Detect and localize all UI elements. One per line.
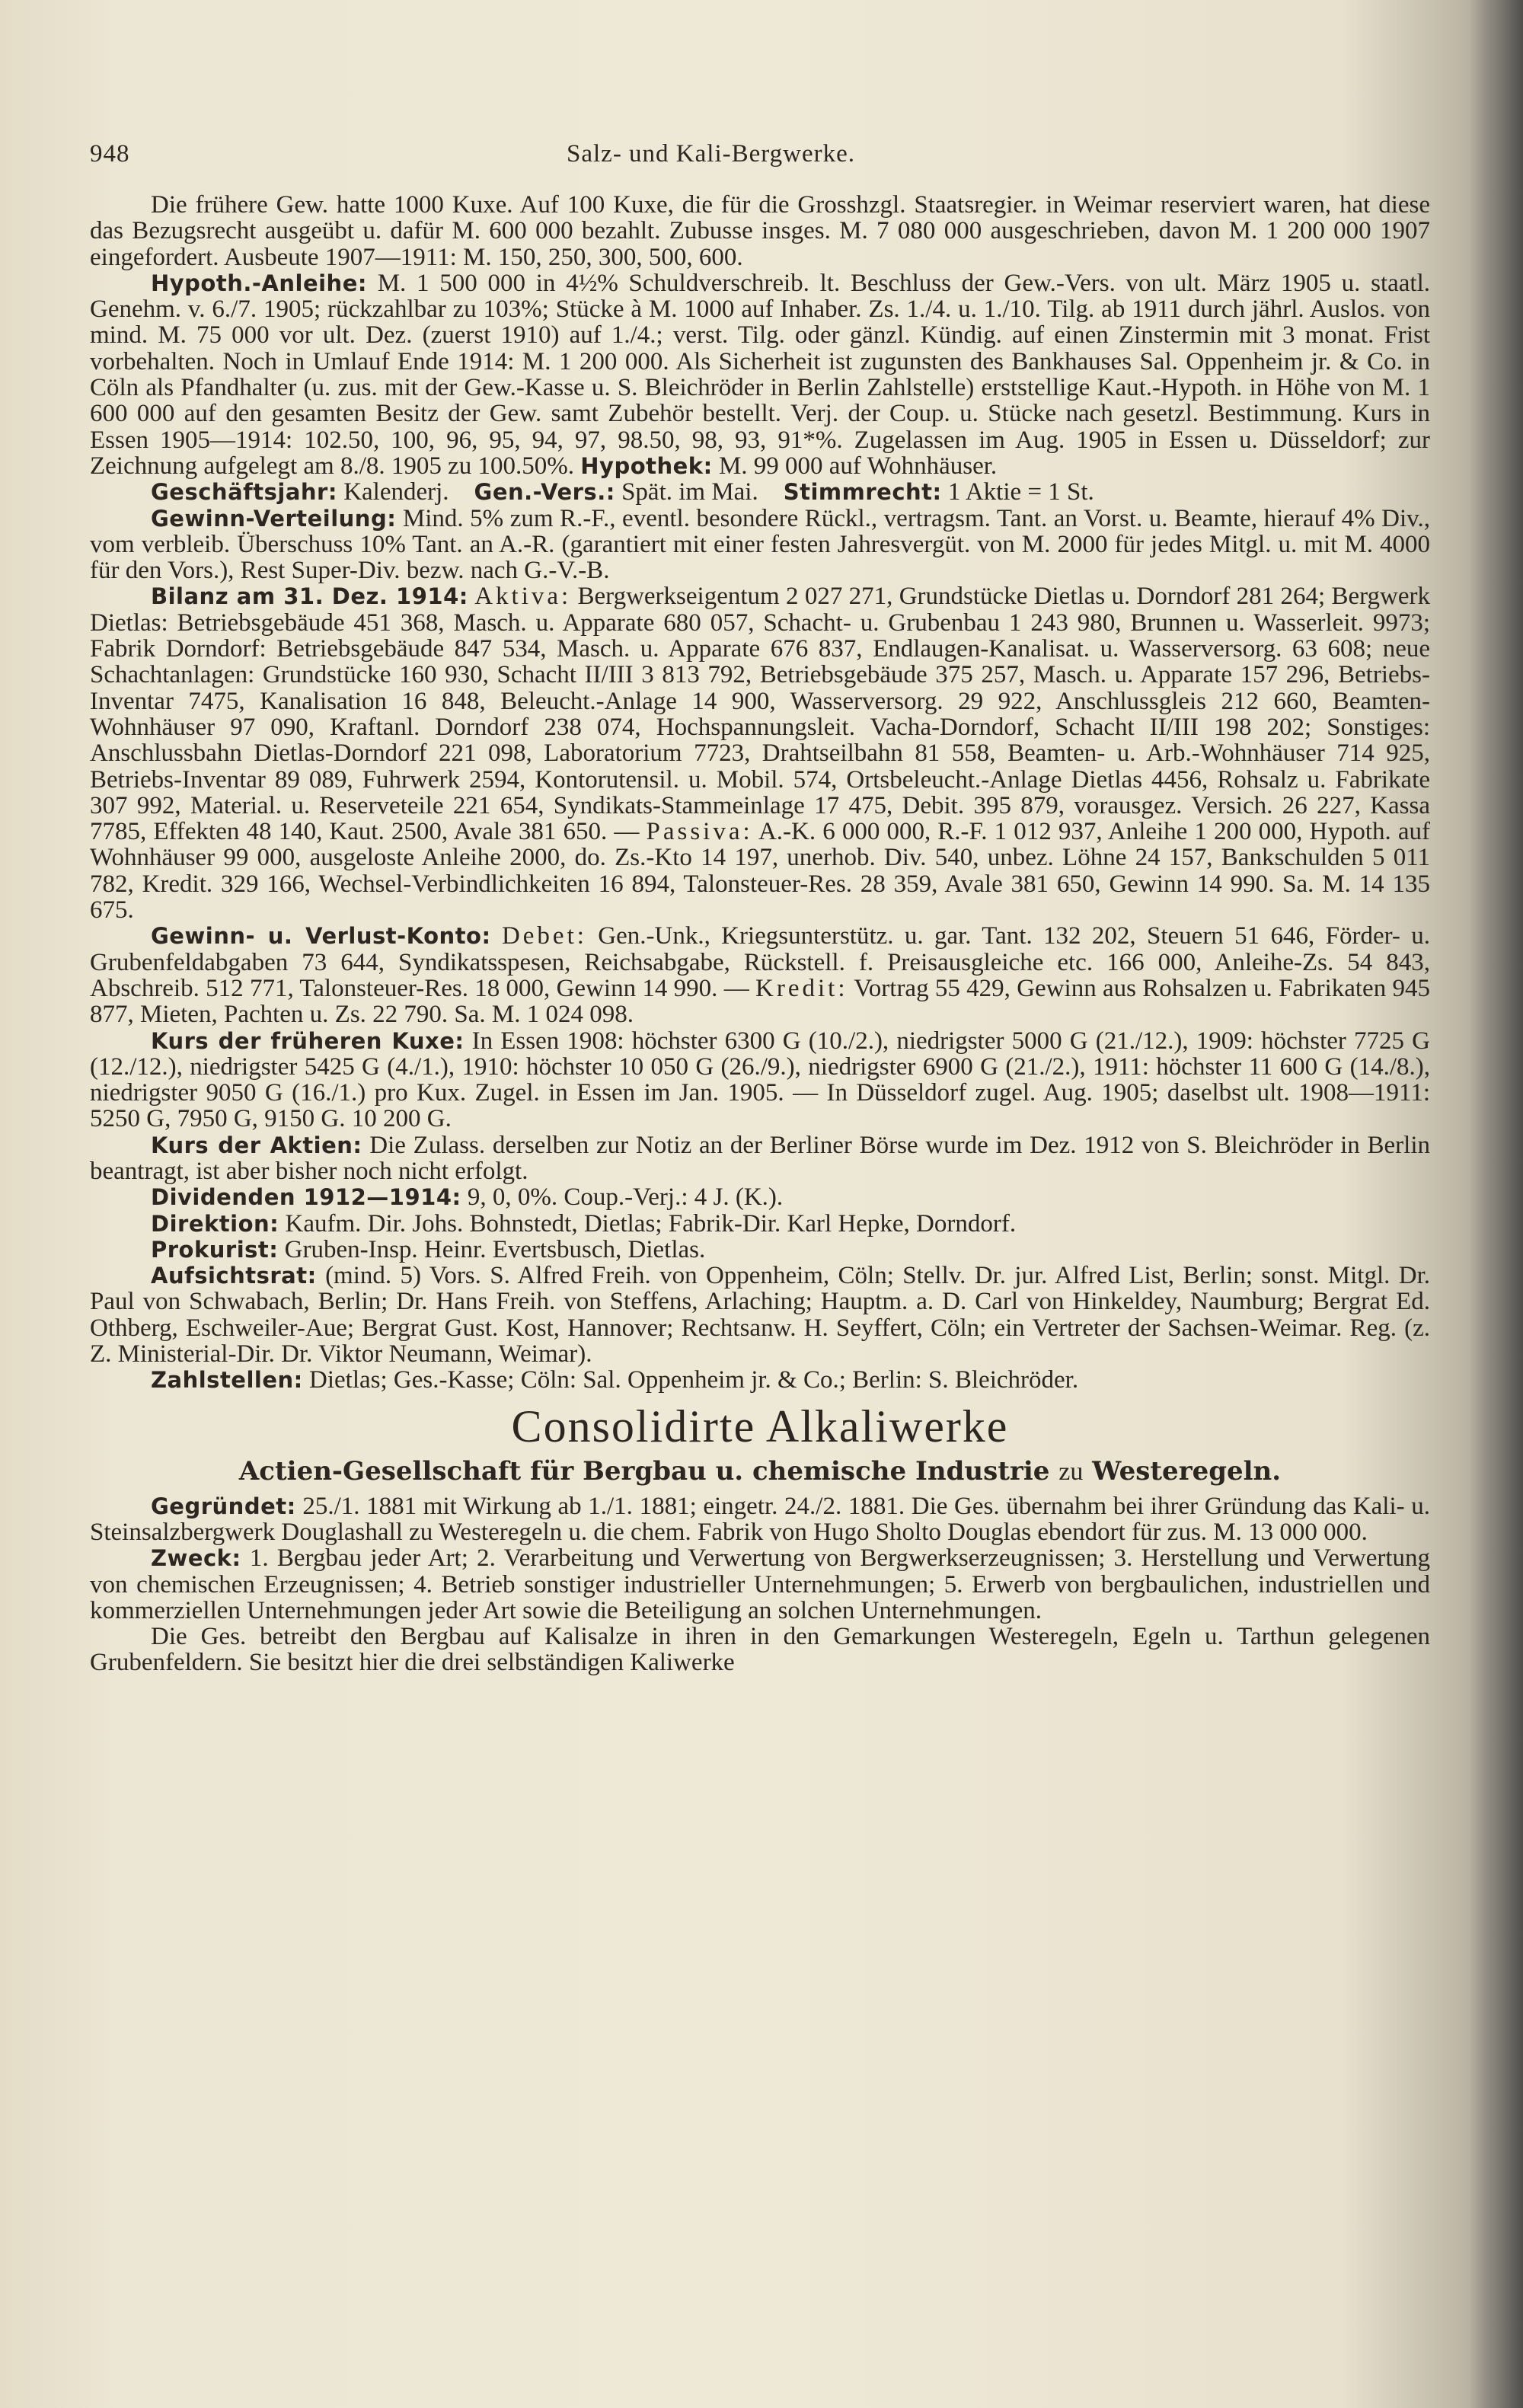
label-gen-vers: Gen.-Vers.: — [474, 479, 615, 506]
label-aufsichtsrat: Aufsichtsrat: — [151, 1263, 317, 1289]
paragraph-zahlstellen — [90, 1367, 1430, 1393]
gegruendet-text: 25./1. 1881 mit Wirkung ab 1./1. 1881; eingetr. 24./2. 1881. Die Ges. übernahm bei ihrer Gründung das Kali- u. Steinsalzbergwerk Douglashall zu Westeregeln u. die chem. Fabrik von Hugo Sholto Douglas ebendort für zus. M. 13 000 000. — [90, 1492, 1431, 1546]
kurs-kuxe-text: In Essen 1908: höchster 6300 G (10./2.), niedrigster 5000 G (21./12.), 1909: höchster 7725 G (12./12.), niedrigster 5425 G (4./1.), 1910: höchster 10 050 G (26./9.), niedrigster 6900 G (21./2.), 1911: höchster 11 600 G (14./8.), niedrigster 9050 G (16./1.) pro Kux. Zugel. in Essen im Jan. 1905. — In Düsseldorf zugel. Aug. 1905; daselbst ult. 1908—1911: 5250 G, 7950 G, 9150 G. 10 200 G. — [90, 1027, 1431, 1133]
paragraph-gewinn-verlust — [90, 923, 1430, 1027]
paragraph-prokurist — [90, 1237, 1430, 1263]
company-title: Consolidirte Alkaliwerke — [511, 1400, 1009, 1452]
page-body — [90, 192, 1430, 1676]
intro-text: Die frühere Gew. hatte 1000 Kuxe. Auf 100 Kuxe, die für die Grosshzgl. Staatsregier. in Weimar reserviert waren, hat diese das Bezugsrecht ausgeübt u. dafür M. 600 000 bezahlt. Zubusse insges. M. 7 080 000 ausgeschrieben, davon M. 1 200 000 1907 eingefordert. Ausbeute 1907—1911: M. 150, 250, 300, 500, 600. — [90, 191, 1430, 271]
subtitle-part-3: Westeregeln. — [1092, 1455, 1282, 1487]
paragraph-kurs-aktien — [90, 1132, 1430, 1185]
label-stimmrecht: Stimmrecht: — [783, 479, 942, 506]
paragraph-gegruendet — [90, 1493, 1430, 1546]
direktion-text: Kaufm. Dir. Johs. Bohnstedt, Dietlas; Fabrik-Dir. Karl Hepke, Dorndorf. — [285, 1209, 1017, 1238]
label-hypothek: Hypothek: — [580, 452, 713, 479]
hypothek-text: M. 99 000 auf Wohnhäuser. — [718, 452, 998, 480]
label-prokurist: Prokurist: — [151, 1236, 279, 1263]
page-edge-shadow — [1470, 0, 1523, 2408]
page-number: 948 — [90, 140, 130, 168]
label-dividenden: Dividenden 1912—1914: — [151, 1184, 461, 1211]
geschaeftsjahr-text: Kalenderj. — [343, 478, 449, 506]
kurs-aktien-text: Die Zulass. derselben zur Notiz an der Berliner Börse wurde im Dez. 1912 von S. Bleichröder in Berlin beantragt, ist aber bisher noch nicht erfolgt. — [90, 1131, 1430, 1185]
paragraph-hypoth-anleihe — [90, 270, 1430, 479]
subtitle-part-1: Actien-Gesellschaft für Bergbau u. chemische Industrie — [238, 1455, 1050, 1487]
gen-vers-text: Spät. im Mai. — [621, 478, 758, 506]
label-debet: Debet: — [501, 922, 587, 950]
label-kurs-kuxe: Kurs der früheren Kuxe: — [151, 1027, 465, 1054]
bilanz-passiva-text: A.-K. 6 000 000, R.-F. 1 012 937, Anleihe 1 200 000, Hypoth. auf Wohnhäuser 99 000, ausgeloste Anleihe 2000, do. Zs.-Kto 14 197, unerhob. Div. 540, unbez. Löhne 24 157, Bankschulden 5 011 782, Kredit. 329 166, Wechsel-Verbindlichkeiten 16 894, Talonsteuer-Res. 28 359, Avale 381 650, Gewinn 14 990. Sa. M. 14 135 675. — [90, 818, 1430, 925]
label-aktiva: Aktiva: — [474, 583, 572, 611]
label-zahlstellen: Zahlstellen: — [151, 1367, 303, 1394]
paragraph-bilanz — [90, 583, 1430, 923]
label-geschaeftsjahr: Geschäftsjahr: — [151, 479, 337, 506]
hypoth-anleihe-text: M. 1 500 000 in 4½% Schuldverschreib. lt. Beschluss der Gew.-Vers. von ult. März 1905 u. staatl. Genehm. v. 6./7. 1905; rückzahlbar zu 103%; Stücke à M. 1000 auf Inhaber. Zs. 1./4. u. 1./10. Tilg. ab 1911 durch jährl. Auslos. von mind. M. 75 000 vor ult. Dez. (zuerst 1910) auf 1./4.; verst. Tilg. oder gänzl. Kündig. auf einen Zinstermin mit 3 monat. Frist vorbehalten. Noch in Umlauf Ende 1914: M. 1 200 000. Als Sicherheit ist zugunsten des Bankhauses Sal. Oppenheim jr. & Co. in Cöln als Pfandhalter (u. zus. mit der Gew.-Kasse u. S. Bleichröder in Berlin Zahlstelle) erststellige Kaut.-Hypoth. in Höhe von M. 1 600 000 auf den gesamten Besitz der Gew. samt Zubehör bestellt. Verj. der Coup. u. Stücke nach gesetzl. Bestimmung. Kurs in Essen 1905—1914: 102.50, 100, 96, 95, 94, 97, 98.50, 98, 93, 91*%. Zugelassen im Aug. 1905 in Essen u. Düsseldorf; zur Zeichnung aufgelegt am 8./8. 1905 zu 100.50%. — [90, 269, 1431, 480]
subtitle-part-2: zu — [1058, 1457, 1084, 1486]
label-gewinn-verteilung: Gewinn-Verteilung: — [151, 505, 397, 532]
paragraph-aufsichtsrat — [90, 1263, 1430, 1367]
zahlstellen-text: Dietlas; Ges.-Kasse; Cöln: Sal. Oppenheim jr. & Co.; Berlin: S. Bleichröder. — [309, 1366, 1079, 1394]
label-kredit: Kredit: — [755, 974, 848, 1002]
label-bilanz: Bilanz am 31. Dez. 1914: — [151, 583, 468, 610]
label-gegruendet: Gegründet: — [151, 1493, 296, 1519]
label-gewinn-verlust: Gewinn- u. Verlust-Konto: — [151, 923, 491, 950]
page-header — [90, 140, 1430, 177]
dividenden-text: 9, 0, 0%. Coup.-Verj.: 4 J. (K.). — [467, 1183, 784, 1212]
label-zweck: Zweck: — [151, 1545, 241, 1572]
guv-debet-text: Gen.-Unk., Kriegsunterstütz. u. gar. Tant. 132 202, Steuern 51 646, Förder- u. Grubenfeldabgaben 73 644, Syndikatsspesen, Reichsabgabe, Rückstell. f. Preisausgleiche etc. 166 000, Anleihe-Zs. 54 843, Abschreib. 512 771, Talonsteuer-Res. 18 000, Gewinn 14 990. — — [90, 922, 1431, 1002]
betrieb-text: Die Ges. betreibt den Bergbau auf Kalisalze in ihren in den Gemarkungen Westeregeln, Egeln u. Tarthun gelegenen Grubenfeldern. Sie besitzt hier die drei selbständigen Kaliwerke — [90, 1623, 1430, 1677]
gewinn-verteilung-text: Mind. 5% zum R.-F., eventl. besondere Rückl., vertragsm. Tant. an Vorst. u. Beamte, hierauf 4% Div., vom verbleib. Überschuss 10% Tant. an A.-R. (garantiert mit einer festen Jahresvergüt. von M. 2000 für jedes Mitgl. u. mit M. 4000 für den Vors.), Rest Super-Div. bezw. nach G.-V.-B. — [90, 504, 1431, 585]
running-head: Salz- und Kali-Bergwerke. — [567, 140, 856, 168]
company-subtitle — [90, 1455, 1430, 1489]
paragraph-gewinn-verteilung — [90, 506, 1430, 584]
paragraph-geschaeftsjahr — [90, 479, 1430, 505]
paragraph-intro — [90, 192, 1430, 270]
paragraph-betrieb — [90, 1624, 1430, 1676]
paragraph-kurs-kuxe — [90, 1028, 1430, 1132]
stimmrecht-text: 1 Aktie = 1 St. — [947, 478, 1094, 506]
bilanz-aktiva-text: Bergwerkseigentum 2 027 271, Grundstücke Dietlas u. Dorndorf 281 264; Bergwerk Dietlas: Betriebsgebäude 451 368, Masch. u. Apparate 680 057, Schacht- u. Grubenbau 1 243 980, Brunnen u. Wasserleit. 9973; Fabrik Dorndorf: Betriebsgebäude 847 534, Masch. u. Apparate 676 837, Endlaugen-Kanalisat. u. Wasserversorg. 63 608; neue Schachtanlagen: Grundstücke 160 930, Schacht II/III 3 813 792, Betriebsgebäude 375 257, Masch. u. Apparate 157 296, Betriebs-Inventar 7475, Kanalisation 16 848, Beleucht.-Anlage 14 900, Wasserversorg. 29 922, Anschlussgleis 212 660, Beamten-Wohnhäuser 97 090, Kraftanl. Dorndorf 238 074, Hochspannungsleit. Vacha-Dorndorf, Schacht II/III 198 202; Sonstiges: Anschlussbahn Dietlas-Dorndorf 221 098, Laboratorium 7723, Drahtseilbahn 81 558, Beamten- u. Arb.-Wohnhäuser 714 925, Betriebs-Inventar 89 089, Fuhrwerk 2594, Kontorutensil. u. Mobil. 574, Ortsbeleucht.-Anlage Dietlas 4456, Rohsalz u. Fabrikate 307 992, Material. u. Reserveteile 221 654, Syndikats-Stammeinlage 17 475, Debit. 395 879, vorausgez. Versich. 26 227, Kassa 7785, Effekten 48 140, Kaut. 2500, Avale 381 650. — — [90, 583, 1431, 846]
label-kurs-aktien: Kurs der Aktien: — [151, 1132, 362, 1158]
guv-kredit-text: Vortrag 55 429, Gewinn aus Rohsalzen u. Fabrikaten 945 877, Mieten, Pachten u. Zs. 22 790. Sa. M. 1 024 098. — [90, 974, 1430, 1029]
label-direktion: Direktion: — [151, 1210, 279, 1237]
paragraph-zweck — [90, 1545, 1430, 1624]
paragraph-direktion — [90, 1211, 1430, 1237]
label-hypoth-anleihe: Hypoth.-Anleihe: — [151, 270, 367, 296]
prokurist-text: Gruben-Insp. Heinr. Evertsbusch, Dietlas. — [284, 1235, 706, 1263]
zweck-text: 1. Bergbau jeder Art; 2. Verarbeitung und Verwertung von Bergwerkserzeugnissen; 3. Herstellung und Verwertung von chemischen Erzeugnissen; 4. Betrieb sonstiger industrieller Unternehmungen; 5. Erwerb von bergbaulichen, industriellen und kommerziellen Unternehmungen jeder Art sowie die Beteiligung an solchen Unternehmungen. — [90, 1544, 1431, 1624]
aufsichtsrat-text: (mind. 5) Vors. S. Alfred Freih. von Oppenheim, Cöln; Stellv. Dr. jur. Alfred List, Berlin; sonst. Mitgl. Dr. Paul von Schwabach, Berlin; Dr. Hans Freih. von Steffens, Arlaching; Hauptm. a. D. Carl von Hinkeldey, Naumburg; Bergrat Ed. Othberg, Eschweiler-Aue; Bergrat Gust. Kost, Hannover; Rechtsanw. H. Seyffert, Cöln; ein Vertreter der Sachsen-Weimar. Reg. (z. Z. Ministerial-Dir. Dr. Viktor Neumann, Weimar). — [90, 1262, 1431, 1368]
paragraph-dividenden — [90, 1184, 1430, 1210]
label-passiva: Passiva: — [646, 818, 753, 846]
